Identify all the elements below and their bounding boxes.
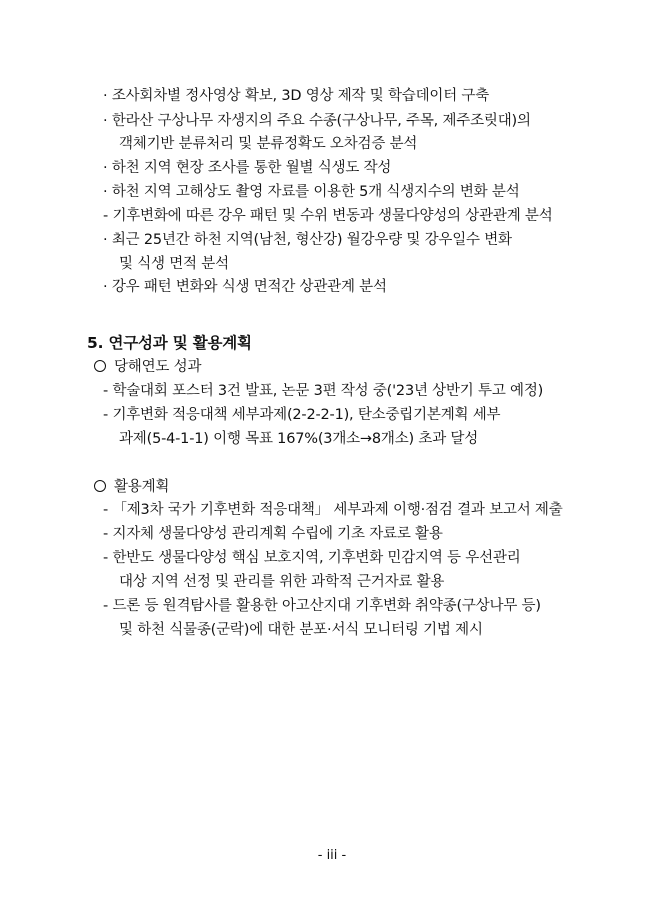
- dash-line-continuation: 과제(5-4-1-1) 이행 목표 167%(3개소→8개소) 초과 달성: [119, 431, 479, 447]
- dash-line-continuation: 대상 지역 선정 및 관리를 위한 과학적 근거자료 활용: [119, 574, 445, 590]
- subsection-heading-text: 활용계획: [114, 479, 170, 495]
- subsection-heading: [94, 357, 201, 377]
- bullet-line: · 강우 패턴 변화와 식생 면적간 상관관계 분석: [103, 279, 387, 295]
- dash-line: - 기후변화에 따른 강우 패턴 및 수위 변동과 생물다양성의 상관관계 분석: [103, 208, 553, 224]
- subsection-heading: [94, 477, 169, 497]
- bullet-line: · 한라산 구상나무 자생지의 주요 수종(구상나무, 주목, 제주조릿대)의: [103, 113, 531, 129]
- dash-line: - 한반도 생물다양성 핵심 보호지역, 기후변화 민감지역 등 우선관리: [103, 550, 521, 566]
- dash-line: - 기후변화 적응대책 세부과제(2-2-2-1), 탄소중립기본계획 세부: [103, 407, 501, 423]
- section-title: 5. 연구성과 및 활용계획: [87, 334, 252, 352]
- bullet-line: · 조사회차별 정사영상 확보, 3D 영상 제작 및 학습데이터 구축: [103, 88, 490, 104]
- bullet-line: · 하천 지역 현장 조사를 통한 월별 식생도 작성: [103, 160, 392, 176]
- dash-line: - 학술대회 포스터 3건 발표, 논문 3편 작성 중('23년 상반기 투고 예정): [103, 383, 544, 399]
- bullet-line: · 최근 25년간 하천 지역(남천, 형산강) 월강우량 및 강우일수 변화: [103, 232, 512, 248]
- page-number: - iii -: [317, 848, 347, 863]
- dash-line: - 지자체 생물다양성 관리계획 수립에 기초 자료로 활용: [103, 526, 443, 542]
- dash-line-continuation: 및 하천 식물종(군락)에 대한 분포·서식 모니터링 기법 제시: [119, 622, 483, 638]
- dash-line: - 「제3차 국가 기후변화 적응대책」 세부과제 이행·점검 결과 보고서 제출: [103, 502, 563, 518]
- subsection-heading-text: 당해연도 성과: [114, 359, 202, 375]
- bullet-line: · 하천 지역 고해상도 촬영 자료를 이용한 5개 식생지수의 변화 분석: [103, 184, 520, 200]
- circle-bullet-icon: [94, 480, 106, 492]
- circle-bullet-icon: [94, 360, 106, 372]
- bullet-line-continuation: 객체기반 분류처리 및 분류정확도 오차검증 분석: [119, 136, 418, 152]
- bullet-line-continuation: 및 식생 면적 분석: [119, 256, 229, 272]
- dash-line: - 드론 등 원격탐사를 활용한 아고산지대 기후변화 취약종(구상나무 등): [103, 598, 541, 614]
